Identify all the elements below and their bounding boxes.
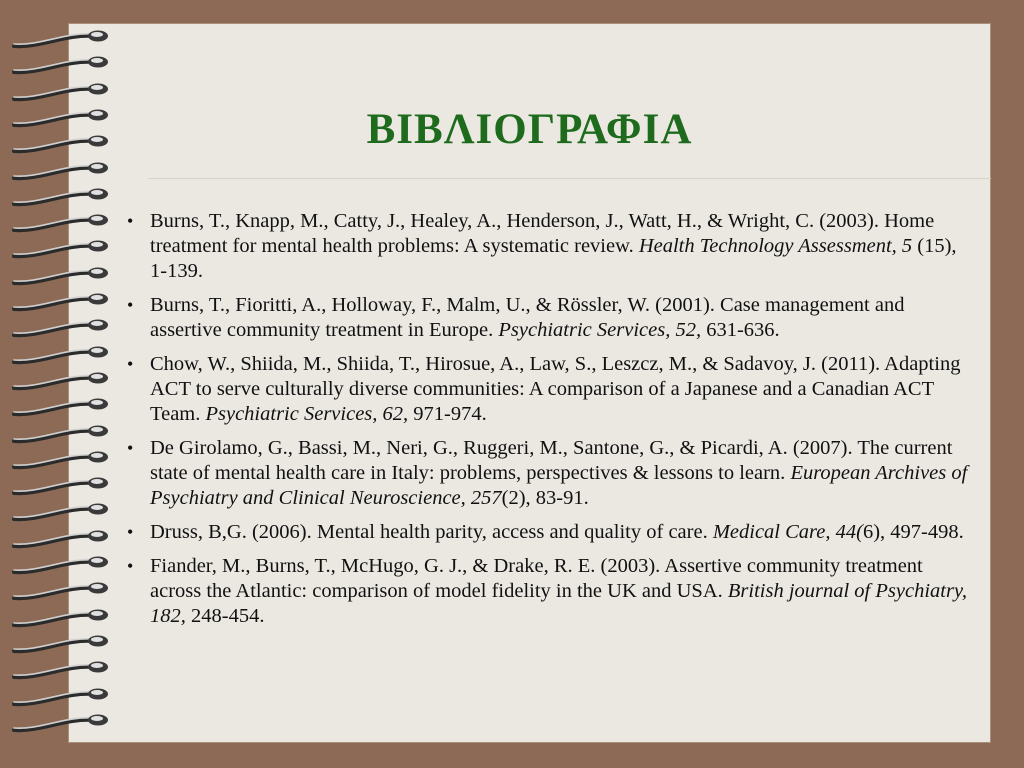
spiral-ring-icon [10,54,110,76]
reference-text: De Girolamo, G., Bassi, M., Neri, G., Ruggeri, M., Santone, G., & Picardi, A. (2007). The current state of mental health care in Italy: problems, perspectives & lessons to learn. [150,437,953,484]
spiral-ring-icon [10,265,110,287]
spiral-ring-icon [10,212,110,234]
reference-text: Chow, W., Shiida, M., Shiida, T., Hirosue, A., Law, S., Leszcz, M., & Sadavoy, J. (2011). Adapting ACT to serve culturally diverse communities: A comparison of a Japanese and a Canadian ACT Team. [150,353,961,425]
spiral-ring-icon [10,659,110,681]
spiral-ring-icon [10,449,110,471]
reference-pages: 6), 497-498. [862,521,964,543]
spiral-ring-icon [10,712,110,734]
reference-source: Psychiatric Services, 52, [498,319,702,341]
reference-text: Burns, T., Knapp, M., Catty, J., Healey, A., Henderson, J., Watt, H., & Wright, C. (2003). Home treatment for mental health problems: A systematic review. [150,210,935,257]
spiral-ring-icon [10,317,110,339]
reference-pages: 248-454. [185,605,265,627]
reference-item [127,520,977,545]
slide-page [68,23,991,743]
spiral-ring-icon [10,580,110,602]
spiral-ring-icon [10,107,110,129]
reference-source: Psychiatric Services, 62, [205,403,409,425]
reference-text: Burns, T., Fioritti, A., Holloway, F., Malm, U., & Rössler, W. (2001). Case management and assertive community treatment in Europe. [150,294,905,341]
reference-source: Medical Care, 44( [712,521,863,543]
spiral-ring-icon [10,28,110,50]
spiral-ring-icon [10,133,110,155]
reference-list [127,209,977,638]
reference-item [127,436,977,511]
reference-item [127,352,977,427]
reference-pages: 631-636. [701,319,780,341]
slide-title: ΒΙΒΛΙΟΓΡΑΦΙΑ [366,106,693,153]
reference-pages: (2), 83-91. [501,487,589,509]
reference-item [127,293,977,343]
reference-source: European Archives of Psychiatry and Clinical Neuroscience, 257 [150,462,968,509]
reference-item [127,554,977,629]
title-divider [148,178,991,179]
spiral-ring-icon [10,686,110,708]
reference-pages: 971-974. [408,403,487,425]
spiral-ring-icon [10,554,110,576]
spiral-ring-icon [10,160,110,182]
spiral-ring-icon [10,344,110,366]
reference-text: Druss, B,G. (2006). Mental health parity, access and quality of care. [150,521,713,543]
spiral-ring-icon [10,370,110,392]
spiral-ring-icon [10,607,110,629]
spiral-ring-icon [10,291,110,313]
reference-pages: (15), 1-139. [150,235,957,282]
spiral-ring-icon [10,238,110,260]
spiral-ring-icon [10,396,110,418]
reference-source: Health Technology Assessment, 5 [638,235,913,257]
spiral-binding [0,0,134,768]
reference-source: British journal of Psychiatry, 182, [150,580,968,627]
spiral-ring-icon [10,528,110,550]
reference-text: Fiander, M., Burns, T., McHugo, G. J., & Drake, R. E. (2003). Assertive community treatment across the Atlantic: comparison of model fidelity in the UK and USA. [150,555,923,602]
spiral-ring-icon [10,186,110,208]
spiral-ring-icon [10,501,110,523]
spiral-ring-icon [10,81,110,103]
reference-item [127,209,977,284]
spiral-ring-icon [10,475,110,497]
spiral-ring-icon [10,423,110,445]
spiral-ring-icon [10,633,110,655]
